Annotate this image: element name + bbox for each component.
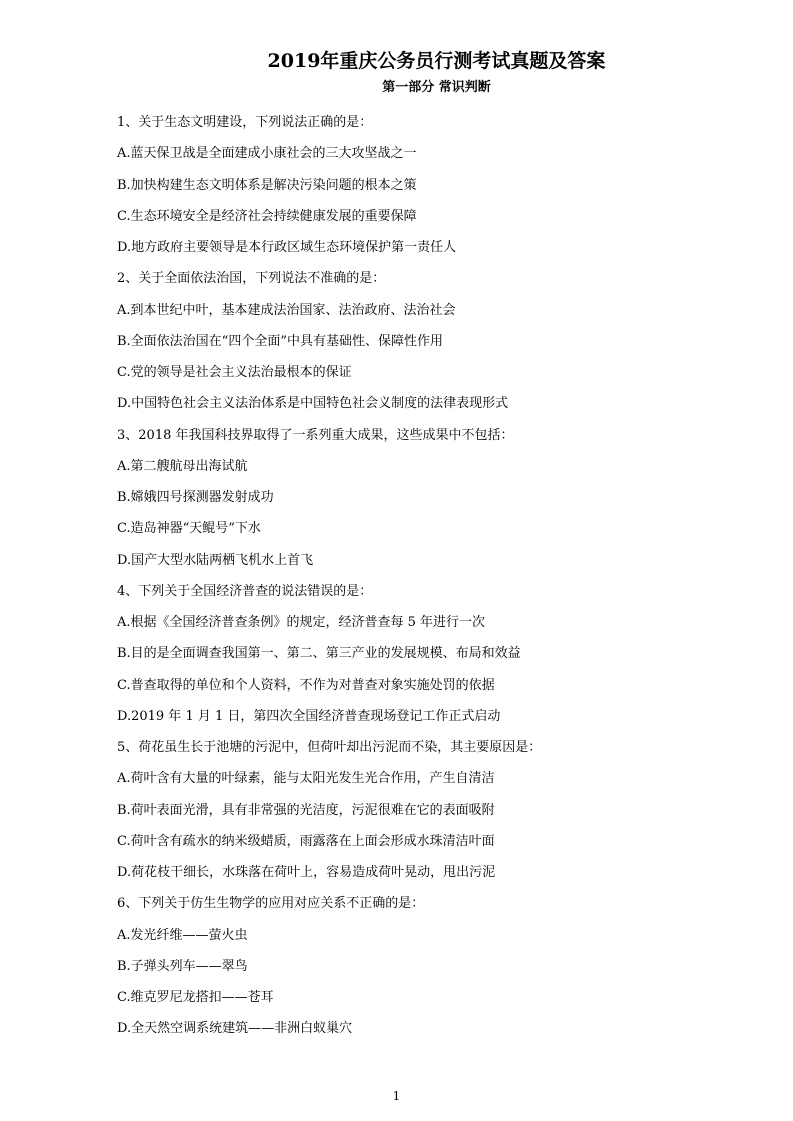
question-6: 6、下列关于仿生生物学的应用对应关系不正确的是： bbox=[117, 896, 425, 912]
option-2b: B.全面依法治国在“四个全面”中具有基础性、保障性作用 bbox=[117, 333, 443, 349]
question-4: 4、下列关于全国经济普查的说法错误的是： bbox=[117, 583, 373, 599]
question-2: 2、关于全面依法治国，下列说法不准确的是： bbox=[117, 271, 386, 287]
page-title: 2019年重庆公务员行测考试真题及答案 bbox=[267, 50, 606, 72]
option-2c: C.党的领导是社会主义法治最根本的保证 bbox=[117, 365, 352, 380]
option-4b: B.目的是全面调查我国第一、第二、第三产业的发展规模、布局和效益 bbox=[117, 646, 521, 662]
page-number: 1 bbox=[392, 1089, 401, 1103]
option-6c: C.维克罗尼龙搭扣——苍耳 bbox=[117, 990, 274, 1005]
option-3d: D.国产大型水陆两栖飞机水上首飞 bbox=[117, 552, 314, 568]
option-1d: D.地方政府主要领导是本行政区域生态环境保护第一责任人 bbox=[117, 240, 457, 255]
option-4a: A.根据《全国经济普查条例》的规定，经济普查每 5 年进行一次 bbox=[117, 615, 486, 630]
option-2a: A.到本世纪中叶，基本建成法治国家、法治政府、法治社会 bbox=[117, 302, 456, 318]
option-1b: B.加快构建生态文明体系是解决污染问题的根本之策 bbox=[117, 177, 417, 193]
question-1: 1、关于生态文明建设，下列说法正确的是： bbox=[117, 115, 373, 130]
option-3b: B.嫦娥四号探测器发射成功 bbox=[117, 490, 274, 505]
option-6d: D.全天然空调系统建筑——非洲白蚁巢穴 bbox=[117, 1021, 353, 1037]
option-5a: A.荷叶含有大量的叶绿素，能与太阳光发生光合作用，产生自清洁 bbox=[117, 771, 495, 787]
option-4c: C.普查取得的单位和个人资料，不作为对普查对象实施处罚的依据 bbox=[117, 677, 495, 693]
option-4d: D.2019 年 1 月 1 日，第四次全国经济普查现场登记工作正式启动 bbox=[117, 708, 501, 724]
option-1a: A.蓝天保卫战是全面建成小康社会的三大攻坚战之一 bbox=[117, 146, 417, 162]
option-6b: B.子弹头列车——翠鸟 bbox=[117, 958, 248, 974]
section-heading: 第一部分 常识判断 bbox=[382, 80, 491, 95]
option-5b: B.荷叶表面光滑，具有非常强的光洁度，污泥很难在它的表面吸附 bbox=[117, 802, 495, 818]
option-5c: C.荷叶含有疏水的纳米级蜡质，雨露落在上面会形成水珠清洁叶面 bbox=[117, 833, 495, 849]
option-6a: A.发光纤维——萤火虫 bbox=[117, 927, 248, 943]
option-3c: C.造岛神器“天鲲号”下水 bbox=[117, 521, 261, 537]
question-3: 3、2018 年我国科技界取得了一系列重大成果，这些成果中不包括： bbox=[117, 427, 514, 443]
option-5d: D.荷花枝干细长，水珠落在荷叶上，容易造成荷叶晃动，甩出污泥 bbox=[117, 865, 496, 880]
option-1c: C.生态环境安全是经济社会持续健康发展的重要保障 bbox=[117, 208, 417, 224]
question-list bbox=[117, 112, 757, 1050]
option-3a: A.第二艘航母出海试航 bbox=[117, 458, 248, 474]
option-2d: D.中国特色社会主义法治体系是中国特色社会义制度的法律表现形式 bbox=[117, 396, 509, 412]
question-5: 5、荷花虽生长于池塘的污泥中，但荷叶却出污泥而不染，其主要原因是： bbox=[117, 740, 542, 755]
